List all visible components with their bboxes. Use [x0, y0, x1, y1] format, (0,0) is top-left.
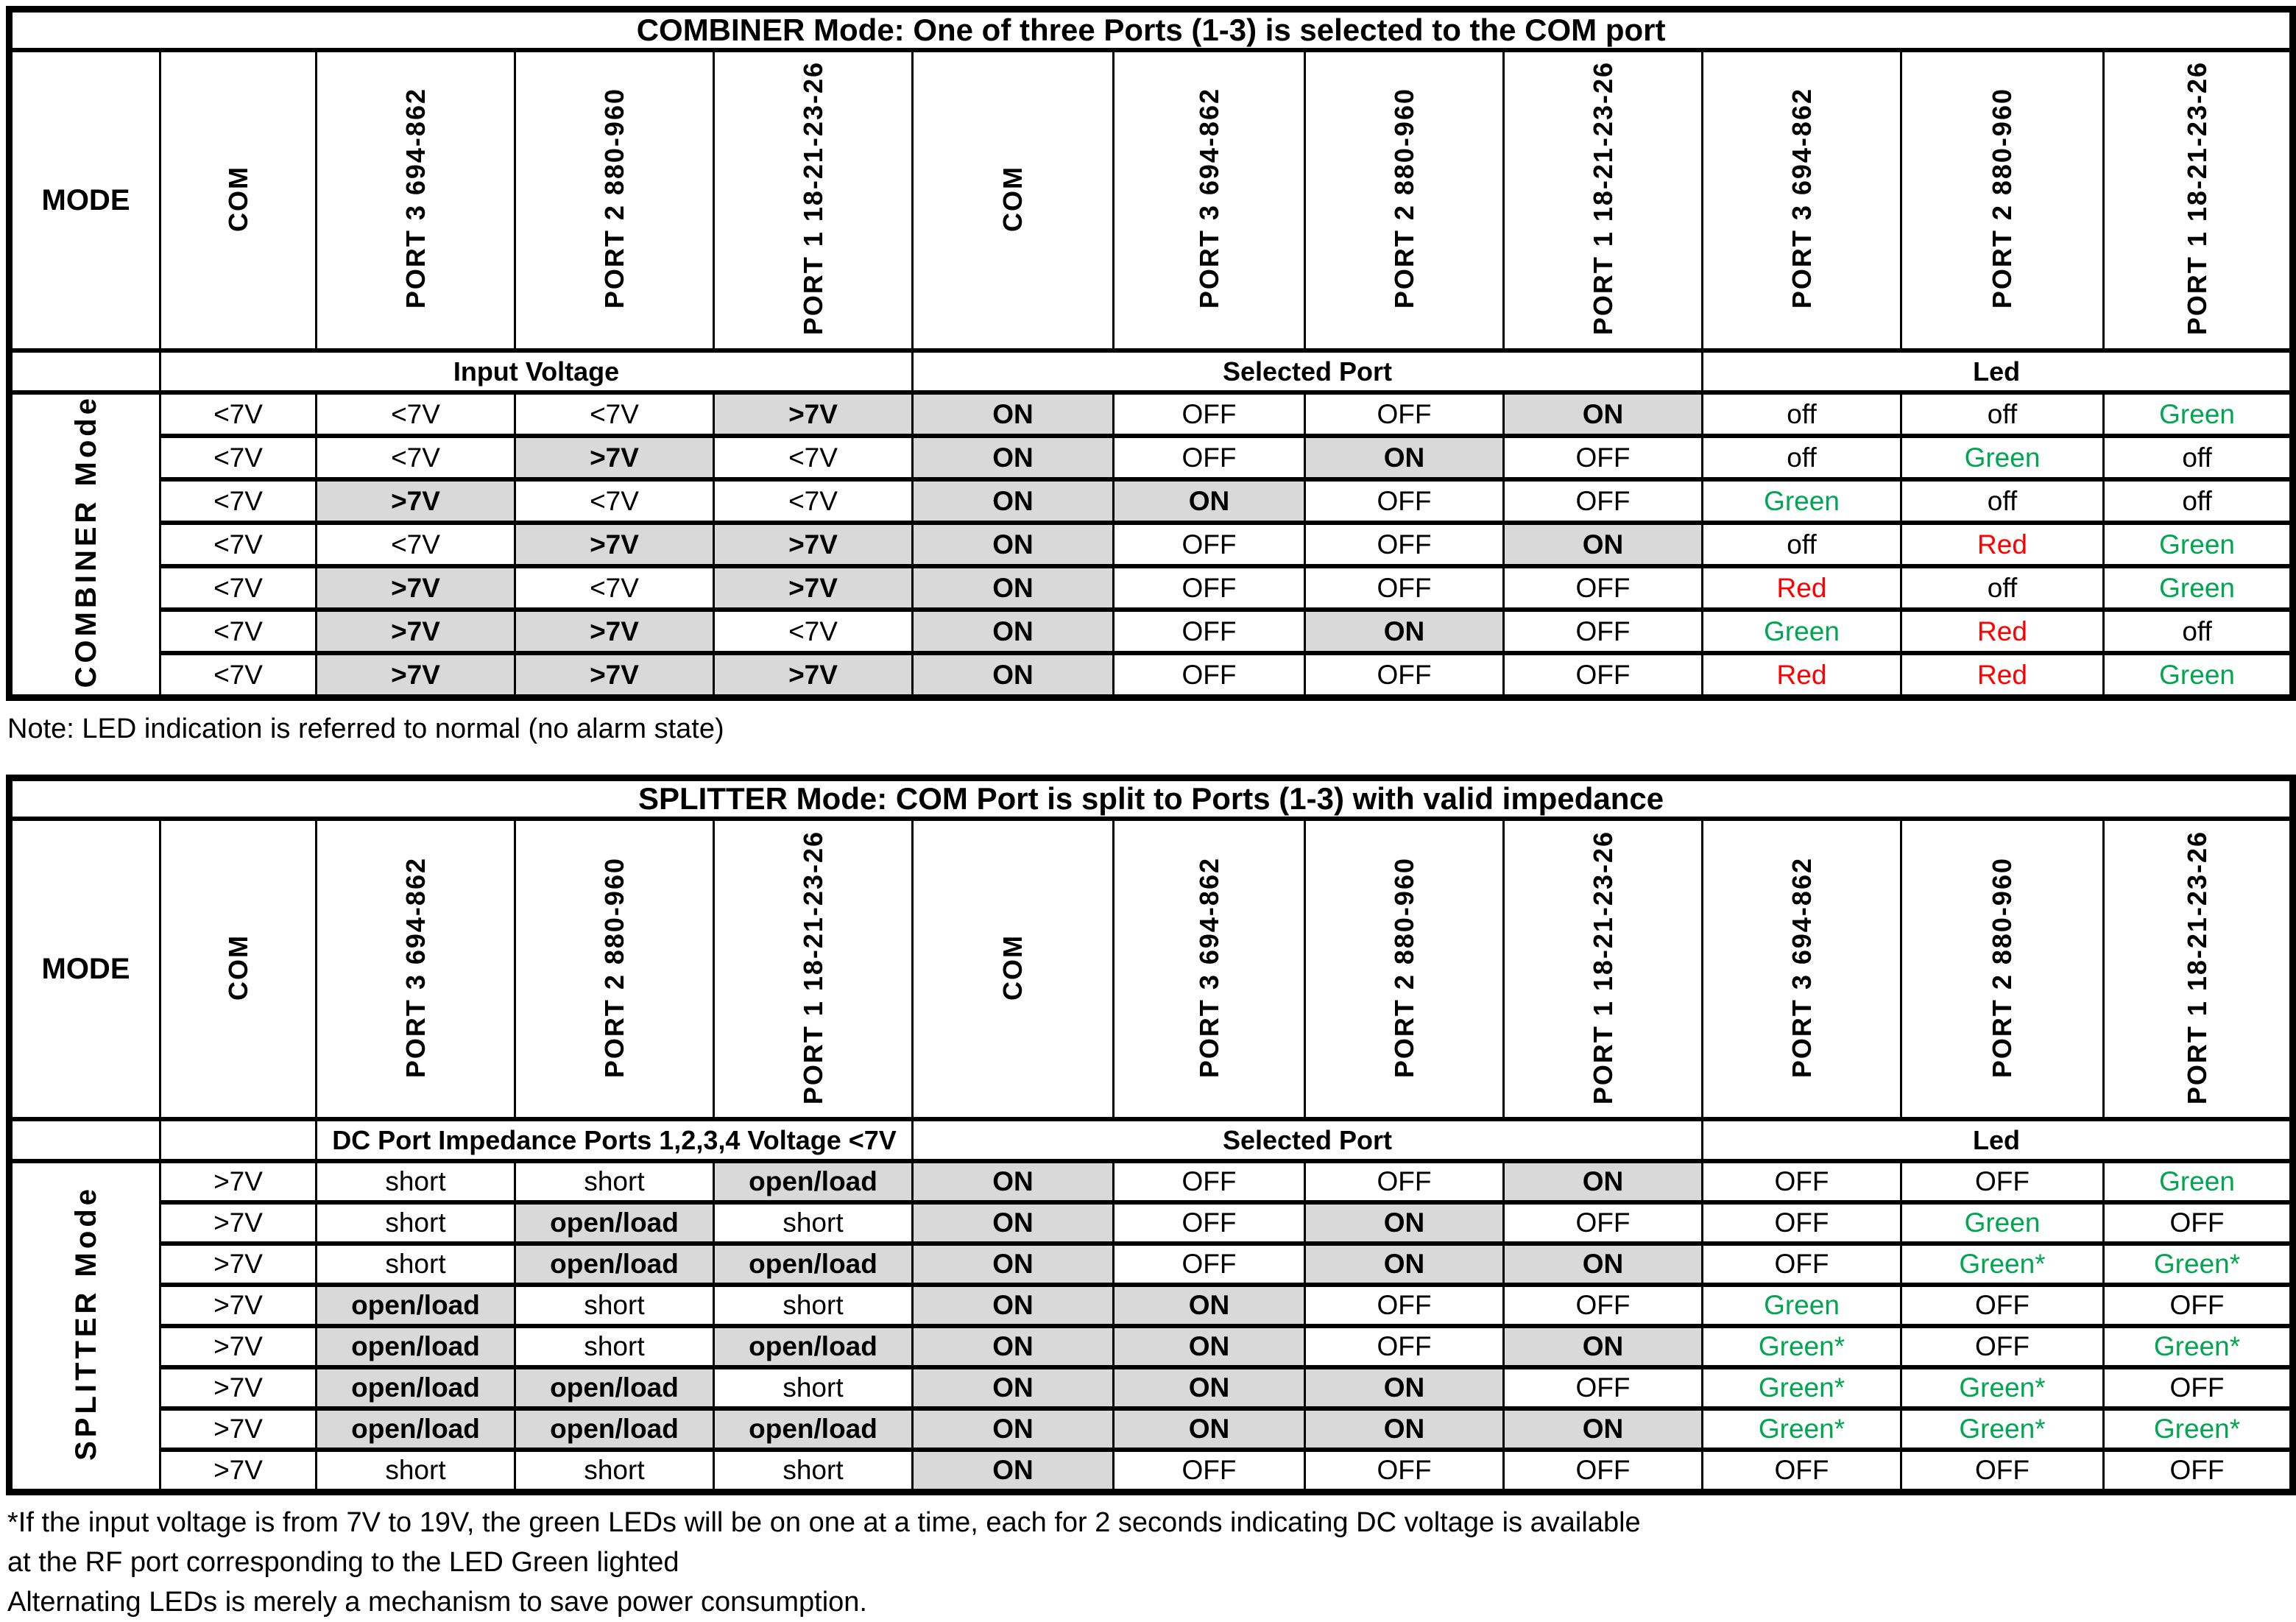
column-header-label: PORT 3 694-862: [1193, 856, 1224, 1078]
data-cell: >7V: [160, 1326, 317, 1367]
column-header: [160, 50, 317, 350]
data-cell: OFF: [1504, 1367, 1703, 1408]
data-cell: <7V: [317, 392, 515, 436]
column-header-label: PORT 3 694-862: [1786, 88, 1817, 309]
group-header: DC Port Impedance Ports 1,2,3,4 Voltage <7V: [317, 1119, 913, 1161]
data-cell: Green: [2104, 523, 2293, 566]
column-header: [515, 819, 714, 1119]
column-header-label: PORT 2 880-960: [598, 88, 629, 309]
header-row: [10, 50, 2293, 350]
mode-label: SPLITTER Mode: [69, 1185, 102, 1461]
data-cell: ON: [913, 1408, 1114, 1450]
data-cell: >7V: [160, 1161, 317, 1202]
data-cell: OFF: [1504, 610, 1703, 653]
data-cell: >7V: [160, 1202, 317, 1244]
data-cell: off: [2104, 610, 2293, 653]
data-cell: >7V: [317, 566, 515, 610]
data-cell: short: [714, 1367, 913, 1408]
data-cell: short: [317, 1244, 515, 1285]
data-cell: off: [1703, 436, 1901, 479]
column-header-label: PORT 1 18-21-23-26: [1587, 830, 1618, 1104]
data-cell: OFF: [2104, 1367, 2293, 1408]
mode-label: COMBINER Mode: [69, 395, 102, 688]
data-cell: <7V: [714, 610, 913, 653]
data-cell: >7V: [515, 523, 714, 566]
data-cell: ON: [913, 566, 1114, 610]
data-cell: OFF: [1504, 1285, 1703, 1326]
column-header-label: PORT 2 880-960: [1388, 88, 1419, 309]
data-cell: open/load: [515, 1244, 714, 1285]
data-cell: OFF: [2104, 1450, 2293, 1492]
data-cell: OFF: [1703, 1244, 1901, 1285]
group-header: Selected Port: [913, 1119, 1703, 1161]
data-cell: ON: [1114, 1367, 1305, 1408]
data-cell: <7V: [714, 479, 913, 523]
data-cell: open/load: [317, 1326, 515, 1367]
data-cell: OFF: [1504, 436, 1703, 479]
group-header: [10, 350, 160, 392]
data-cell: open/load: [714, 1408, 913, 1450]
table-row: [10, 1202, 2293, 1244]
data-cell: Green*: [1901, 1408, 2104, 1450]
data-cell: OFF: [1305, 1285, 1504, 1326]
data-cell: >7V: [160, 1408, 317, 1450]
data-cell: ON: [913, 1367, 1114, 1408]
table-title: SPLITTER Mode: COM Port is split to Ports (1-3) with valid impedance: [10, 778, 2293, 819]
data-cell: <7V: [160, 479, 317, 523]
data-cell: OFF: [1114, 1244, 1305, 1285]
column-header-label: PORT 1 18-21-23-26: [2181, 61, 2212, 336]
column-header: [1114, 819, 1305, 1119]
column-header-label: PORT 3 694-862: [400, 856, 431, 1078]
data-cell: OFF: [1114, 1450, 1305, 1492]
data-cell: OFF: [2104, 1202, 2293, 1244]
data-cell: >7V: [515, 436, 714, 479]
data-cell: short: [714, 1450, 913, 1492]
combiner-note: Note: LED indication is referred to normal (no alarm state): [7, 713, 724, 745]
data-cell: >7V: [714, 392, 913, 436]
column-header: [714, 50, 913, 350]
combiner-table-body: [10, 10, 2293, 698]
data-cell: ON: [913, 1326, 1114, 1367]
table-row: [10, 1326, 2293, 1367]
data-cell: >7V: [714, 566, 913, 610]
data-cell: >7V: [317, 653, 515, 698]
mode-column-header: MODE: [10, 50, 160, 350]
data-cell: OFF: [1901, 1161, 2104, 1202]
column-header: [515, 50, 714, 350]
data-cell: OFF: [1305, 566, 1504, 610]
table-row: [10, 566, 2293, 610]
data-cell: Green*: [2104, 1326, 2293, 1367]
table-row: [10, 1285, 2293, 1326]
data-cell: ON: [1305, 1408, 1504, 1450]
data-cell: open/load: [317, 1408, 515, 1450]
column-header: [714, 819, 913, 1119]
mode-label-cell: [10, 1161, 160, 1492]
data-cell: off: [1901, 566, 2104, 610]
data-cell: ON: [1114, 479, 1305, 523]
data-cell: Green: [1703, 610, 1901, 653]
data-cell: Red: [1703, 566, 1901, 610]
data-cell: <7V: [515, 479, 714, 523]
data-cell: OFF: [2104, 1285, 2293, 1326]
data-cell: <7V: [160, 436, 317, 479]
data-cell: OFF: [1901, 1285, 2104, 1326]
data-cell: OFF: [1114, 566, 1305, 610]
data-cell: off: [1901, 479, 2104, 523]
data-cell: Red: [1901, 523, 2104, 566]
column-header-label: PORT 2 880-960: [598, 856, 629, 1078]
data-cell: ON: [1305, 1367, 1504, 1408]
data-cell: short: [317, 1450, 515, 1492]
splitter-table: [6, 775, 2296, 1495]
data-cell: open/load: [714, 1326, 913, 1367]
data-cell: open/load: [515, 1408, 714, 1450]
group-row: [10, 1119, 2293, 1161]
data-cell: >7V: [317, 610, 515, 653]
data-cell: >7V: [160, 1285, 317, 1326]
data-cell: <7V: [160, 392, 317, 436]
data-cell: OFF: [1114, 523, 1305, 566]
data-cell: ON: [913, 653, 1114, 698]
data-cell: OFF: [1305, 1161, 1504, 1202]
column-header-label: COM: [222, 165, 253, 232]
column-header: [317, 50, 515, 350]
data-cell: OFF: [1504, 1202, 1703, 1244]
data-cell: off: [2104, 436, 2293, 479]
data-cell: OFF: [1114, 1202, 1305, 1244]
data-cell: OFF: [1305, 1326, 1504, 1367]
data-cell: off: [1901, 392, 2104, 436]
data-cell: ON: [913, 1285, 1114, 1326]
data-cell: ON: [913, 523, 1114, 566]
data-cell: >7V: [515, 610, 714, 653]
data-cell: Green: [1901, 1202, 2104, 1244]
table-row: [10, 610, 2293, 653]
data-cell: OFF: [1703, 1202, 1901, 1244]
data-cell: off: [1703, 523, 1901, 566]
column-header: [1703, 819, 1901, 1119]
data-cell: short: [714, 1202, 913, 1244]
footnotes: [7, 1503, 2295, 1622]
data-cell: short: [515, 1285, 714, 1326]
data-cell: ON: [1504, 523, 1703, 566]
data-cell: open/load: [515, 1367, 714, 1408]
data-cell: short: [317, 1202, 515, 1244]
column-header: [1504, 819, 1703, 1119]
table-row: [10, 523, 2293, 566]
table-row: [10, 653, 2293, 698]
data-cell: open/load: [714, 1161, 913, 1202]
column-header: [317, 819, 515, 1119]
data-cell: Green: [1703, 479, 1901, 523]
table-row: [10, 1450, 2293, 1492]
column-header-label: PORT 3 694-862: [1786, 856, 1817, 1078]
table-row: [10, 479, 2293, 523]
column-header-label: PORT 1 18-21-23-26: [797, 830, 828, 1104]
data-cell: <7V: [160, 610, 317, 653]
data-cell: ON: [913, 610, 1114, 653]
column-header-label: PORT 2 880-960: [1987, 856, 2017, 1078]
column-header: [1114, 50, 1305, 350]
column-header-label: COM: [222, 934, 253, 1001]
table-row: [10, 1408, 2293, 1450]
data-cell: ON: [1114, 1285, 1305, 1326]
data-cell: open/load: [515, 1202, 714, 1244]
column-header: [1703, 50, 1901, 350]
footnote-line-1: *If the input voltage is from 7V to 19V, the green LEDs will be on one at a time, each for 2 seconds indicating DC voltage is available: [7, 1507, 1641, 1539]
column-header: [2104, 50, 2293, 350]
data-cell: ON: [1114, 1326, 1305, 1367]
data-cell: <7V: [515, 566, 714, 610]
data-cell: ON: [913, 1161, 1114, 1202]
data-cell: OFF: [1504, 653, 1703, 698]
mode-column-header: MODE: [10, 819, 160, 1119]
table-row: [10, 392, 2293, 436]
data-cell: <7V: [317, 523, 515, 566]
column-header-label: PORT 3 694-862: [400, 88, 431, 309]
data-cell: Green*: [2104, 1244, 2293, 1285]
group-row: [10, 350, 2293, 392]
data-cell: OFF: [1305, 1450, 1504, 1492]
data-cell: <7V: [714, 436, 913, 479]
data-cell: >7V: [317, 479, 515, 523]
data-cell: OFF: [1114, 653, 1305, 698]
footnote-line-3: Alternating LEDs is merely a mechanism to save power consumption.: [7, 1587, 867, 1618]
data-cell: Green: [2104, 653, 2293, 698]
data-cell: open/load: [714, 1244, 913, 1285]
column-header: [2104, 819, 2293, 1119]
group-header: Led: [1703, 350, 2293, 392]
data-cell: ON: [1504, 1161, 1703, 1202]
data-cell: Green: [2104, 566, 2293, 610]
data-cell: ON: [913, 479, 1114, 523]
data-cell: ON: [1305, 610, 1504, 653]
data-cell: OFF: [1703, 1450, 1901, 1492]
data-cell: OFF: [1305, 392, 1504, 436]
group-header: Input Voltage: [160, 350, 913, 392]
column-header: [913, 50, 1114, 350]
splitter-table-body: [10, 778, 2293, 1492]
table-row: [10, 436, 2293, 479]
column-header: [1305, 50, 1504, 350]
page: [0, 6, 2295, 1618]
column-header-label: PORT 1 18-21-23-26: [797, 61, 828, 336]
data-cell: short: [515, 1326, 714, 1367]
data-cell: OFF: [1305, 653, 1504, 698]
data-cell: ON: [1504, 1408, 1703, 1450]
data-cell: Green*: [1703, 1326, 1901, 1367]
data-cell: ON: [1305, 1244, 1504, 1285]
data-cell: ON: [913, 1202, 1114, 1244]
data-cell: Green*: [1703, 1408, 1901, 1450]
data-cell: Red: [1901, 610, 2104, 653]
group-header: [10, 1119, 160, 1161]
column-header-label: PORT 1 18-21-23-26: [2181, 830, 2212, 1104]
data-cell: off: [2104, 479, 2293, 523]
data-cell: Red: [1703, 653, 1901, 698]
mode-label-cell: [10, 392, 160, 698]
data-cell: OFF: [1114, 1161, 1305, 1202]
data-cell: open/load: [317, 1367, 515, 1408]
data-cell: >7V: [160, 1450, 317, 1492]
combiner-table: [6, 6, 2296, 701]
data-cell: OFF: [1504, 1450, 1703, 1492]
title-row: [10, 778, 2293, 819]
group-header: Led: [1703, 1119, 2293, 1161]
data-cell: ON: [1114, 1408, 1305, 1450]
data-cell: >7V: [160, 1244, 317, 1285]
group-header: Selected Port: [913, 350, 1703, 392]
table-row: [10, 1161, 2293, 1202]
header-row: [10, 819, 2293, 1119]
data-cell: Green: [2104, 1161, 2293, 1202]
data-cell: ON: [1504, 392, 1703, 436]
data-cell: short: [515, 1161, 714, 1202]
column-header: [913, 819, 1114, 1119]
title-row: [10, 10, 2293, 51]
data-cell: <7V: [160, 523, 317, 566]
data-cell: >7V: [714, 523, 913, 566]
data-cell: short: [515, 1450, 714, 1492]
column-header: [1504, 50, 1703, 350]
data-cell: ON: [913, 392, 1114, 436]
data-cell: <7V: [160, 653, 317, 698]
table-row: [10, 1367, 2293, 1408]
data-cell: ON: [913, 1244, 1114, 1285]
data-cell: >7V: [714, 653, 913, 698]
data-cell: Red: [1901, 653, 2104, 698]
column-header-label: PORT 1 18-21-23-26: [1587, 61, 1618, 336]
column-header: [1305, 819, 1504, 1119]
column-header-label: PORT 2 880-960: [1987, 88, 2017, 309]
data-cell: OFF: [1901, 1326, 2104, 1367]
data-cell: OFF: [1114, 610, 1305, 653]
data-cell: ON: [1305, 436, 1504, 479]
data-cell: off: [1703, 392, 1901, 436]
column-header-label: COM: [997, 165, 1028, 232]
data-cell: Green*: [2104, 1408, 2293, 1450]
data-cell: ON: [1305, 1202, 1504, 1244]
footnote-line-2: at the RF port corresponding to the LED Green lighted: [7, 1547, 679, 1579]
data-cell: OFF: [1703, 1161, 1901, 1202]
data-cell: Green: [1703, 1285, 1901, 1326]
data-cell: OFF: [1114, 392, 1305, 436]
table-title: COMBINER Mode: One of three Ports (1-3) is selected to the COM port: [10, 10, 2293, 51]
data-cell: Green: [2104, 392, 2293, 436]
column-header-label: COM: [997, 934, 1028, 1001]
data-cell: ON: [1504, 1244, 1703, 1285]
data-cell: OFF: [1504, 479, 1703, 523]
data-cell: Green*: [1703, 1367, 1901, 1408]
data-cell: Green*: [1901, 1367, 2104, 1408]
data-cell: OFF: [1114, 436, 1305, 479]
data-cell: >7V: [160, 1367, 317, 1408]
data-cell: OFF: [1504, 566, 1703, 610]
data-cell: <7V: [317, 436, 515, 479]
column-header-label: PORT 3 694-862: [1193, 88, 1224, 309]
group-header: [160, 1119, 317, 1161]
data-cell: OFF: [1305, 523, 1504, 566]
data-cell: short: [317, 1161, 515, 1202]
data-cell: OFF: [1305, 479, 1504, 523]
data-cell: <7V: [515, 392, 714, 436]
data-cell: OFF: [1901, 1450, 2104, 1492]
column-header-label: PORT 2 880-960: [1388, 856, 1419, 1078]
column-header: [1901, 50, 2104, 350]
column-header: [1901, 819, 2104, 1119]
data-cell: ON: [1504, 1326, 1703, 1367]
data-cell: short: [714, 1285, 913, 1326]
data-cell: ON: [913, 436, 1114, 479]
column-header: [160, 819, 317, 1119]
data-cell: ON: [913, 1450, 1114, 1492]
data-cell: >7V: [515, 653, 714, 698]
data-cell: open/load: [317, 1285, 515, 1326]
data-cell: Green*: [1901, 1244, 2104, 1285]
table-row: [10, 1244, 2293, 1285]
data-cell: Green: [1901, 436, 2104, 479]
data-cell: <7V: [160, 566, 317, 610]
